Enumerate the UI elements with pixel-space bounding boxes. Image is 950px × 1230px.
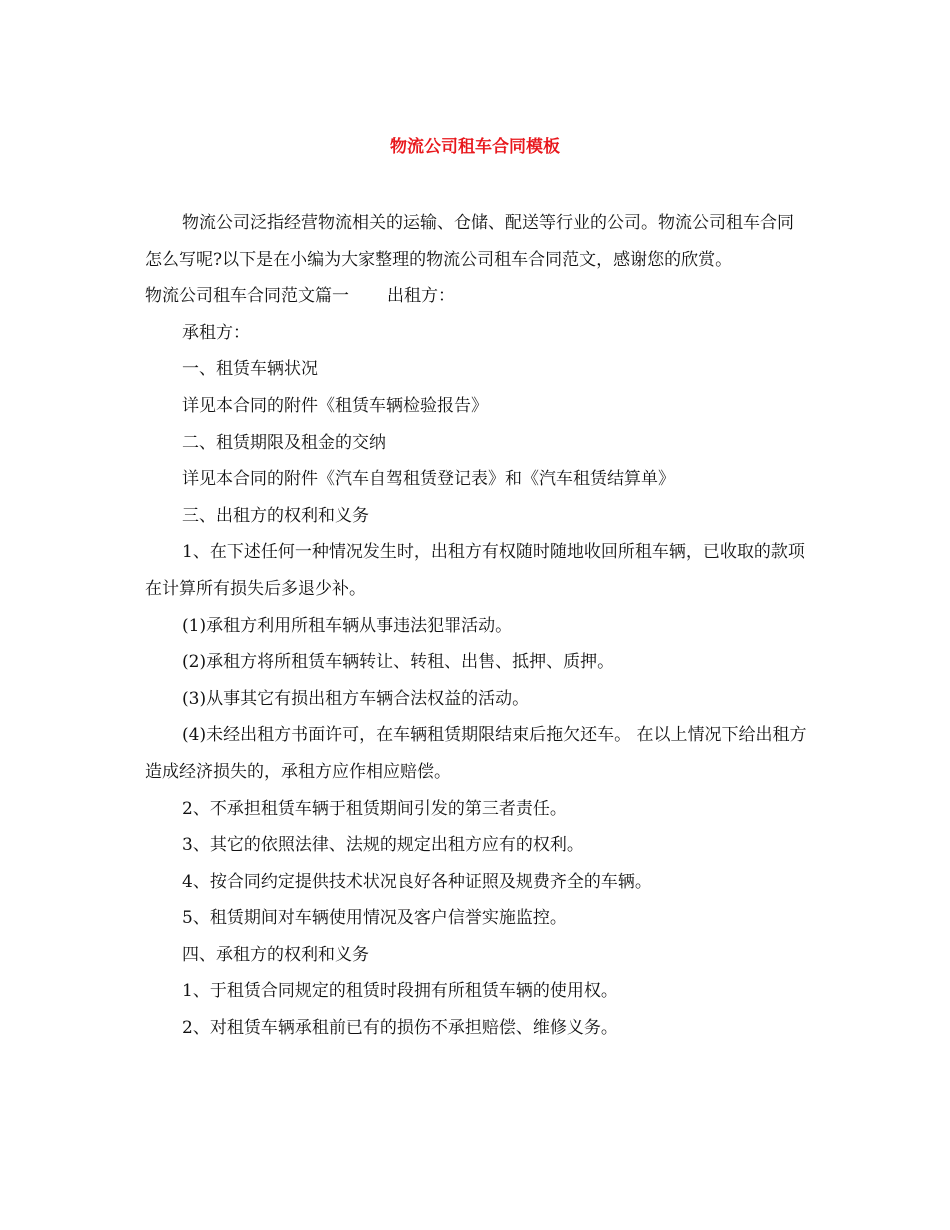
sample-heading-line (145, 278, 810, 315)
section-1-heading: 一、租赁车辆状况 (182, 359, 318, 380)
lessor-label: 出租方： (387, 286, 455, 307)
section-4-item-1: 1、于租赁合同规定的租赁时段拥有所租赁车辆的使用权。 (182, 981, 618, 1002)
section-3-item-1-sub-3: (3)从事其它有损出租方车辆合法权益的活动。 (182, 688, 530, 709)
section-3-item-1-sub-1: (1)承租方利用所租车辆从事违法犯罪活动。 (182, 615, 513, 636)
section-4-heading: 四、承租方的权利和义务 (182, 944, 369, 965)
section-2-text: 详见本合同的附件《汽车自驾租赁登记表》和《汽车租赁结算单》 (182, 469, 675, 490)
section-3-item-4: 4、按合同约定提供技术状况良好各种证照及规费齐全的车辆。 (182, 871, 652, 892)
section-3-heading: 三、出租方的权利和义务 (182, 505, 369, 526)
section-3-item-1-sub-4: (4)未经出租方书面许可，在车辆租赁期限结束后拖欠还车。 在以上情况下给出租方造成经济损失的，承租方应作相应赔偿。 (145, 725, 807, 782)
section-4-item-2: 2、对租赁车辆承租前已有的损伤不承担赔偿、维修义务。 (182, 1018, 618, 1039)
intro-paragraph: 物流公司泛指经营物流相关的运输、仓储、配送等行业的公司。物流公司租车合同怎么写呢?以下是在小编为大家整理的物流公司租车合同范文，感谢您的欣赏。 (145, 213, 794, 270)
section-3-item-1: 1、在下述任何一种情况发生时，出租方有权随时随地收回所租车辆，已收取的款项在计算所有损失后多退少补。 (145, 542, 805, 599)
document-title: 物流公司租车合同模板 (390, 137, 560, 157)
section-3-item-2: 2、不承担租赁车辆于租赁期间引发的第三者责任。 (182, 798, 567, 819)
section-1-text: 详见本合同的附件《租赁车辆检验报告》 (182, 395, 488, 416)
document-body (145, 205, 810, 1047)
section-2-heading: 二、租赁期限及租金的交纳 (182, 432, 386, 453)
section-3-item-1-sub-2: (2)承租方将所租赁车辆转让、转租、出售、抵押、质押。 (182, 652, 615, 673)
section-3-item-3: 3、其它的依照法律、法规的规定出租方应有的权利。 (182, 835, 584, 856)
sample-heading: 物流公司租车合同范文篇一 (145, 286, 349, 307)
section-3-item-5: 5、租赁期间对车辆使用情况及客户信誉实施监控。 (182, 908, 567, 929)
lessee-label: 承租方： (182, 322, 250, 343)
